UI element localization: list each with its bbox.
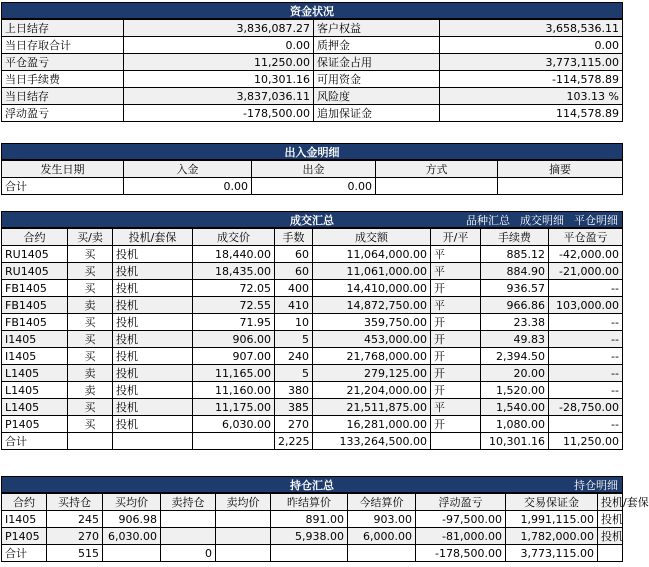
cash-flow-header-row (2, 161, 623, 178)
position-cell: 1,991,115.00 (506, 511, 598, 528)
trade-cell: FB1405 (2, 280, 68, 297)
total-cell (68, 433, 113, 450)
total-cell: 合计 (2, 178, 124, 195)
trade-cell: 49.83 (481, 331, 549, 348)
trade-row (2, 382, 623, 399)
position-link[interactable]: 持仓明细 (574, 479, 618, 492)
trade-cell: 2,394.50 (481, 348, 549, 365)
trade-cell: 11,165.00 (193, 365, 275, 382)
column-header: 开/平 (431, 229, 481, 246)
fund-label: 浮动盈亏 (2, 105, 124, 122)
position-row (2, 528, 623, 545)
position-total-row (2, 545, 623, 562)
trade-cell: 72.05 (193, 280, 275, 297)
position-cell: 903.00 (348, 511, 416, 528)
total-cell (271, 545, 348, 562)
trade-cell: 279,125.00 (313, 365, 431, 382)
trade-cell: -- (549, 331, 623, 348)
trade-row (2, 365, 623, 382)
trade-cell: -- (549, 365, 623, 382)
trade-row (2, 297, 623, 314)
trade-cell: 240 (275, 348, 313, 365)
trade-header-row (2, 229, 623, 246)
trade-cell: -- (549, 280, 623, 297)
fund-label: 客户权益 (314, 20, 440, 37)
trade-row (2, 263, 623, 280)
trade-cell: FB1405 (2, 314, 68, 331)
trade-cell: 20.00 (481, 365, 549, 382)
fund-row (2, 71, 623, 88)
trade-row (2, 280, 623, 297)
fund-label: 质押金 (314, 37, 440, 54)
position-cell: 6,000.00 (348, 528, 416, 545)
total-cell (376, 178, 498, 195)
trade-cell: 平 (431, 246, 481, 263)
position-cell: 6,030.00 (103, 528, 161, 545)
trade-cell: 买 (68, 246, 113, 263)
trade-cell: 平 (431, 399, 481, 416)
position-cell: -97,500.00 (416, 511, 506, 528)
fund-value: 0.00 (440, 37, 623, 54)
trade-summary-header (1, 211, 623, 228)
column-header: 卖持仓 (161, 494, 216, 511)
fund-label: 平仓盈亏 (2, 54, 124, 71)
trade-cell: 卖 (68, 365, 113, 382)
fund-label: 追加保证金 (314, 105, 440, 122)
position-cell: 投机 (598, 511, 623, 528)
trade-cell: 60 (275, 263, 313, 280)
fund-status-title: 资金状况 (1, 2, 623, 19)
trade-summary-table (1, 228, 623, 450)
total-cell (113, 433, 193, 450)
trade-link[interactable]: 品种汇总 (466, 214, 510, 227)
trade-cell: 卖 (68, 382, 113, 399)
trade-cell: 5 (275, 331, 313, 348)
trade-cell: 380 (275, 382, 313, 399)
trade-cell: 开 (431, 280, 481, 297)
trade-cell: 359,750.00 (313, 314, 431, 331)
trade-cell: -28,750.00 (549, 399, 623, 416)
trade-cell: RU1405 (2, 263, 68, 280)
trade-cell: 907.00 (193, 348, 275, 365)
fund-value: 10,301.16 (124, 71, 314, 88)
trade-total-row (2, 433, 623, 450)
trade-cell: 6,030.00 (193, 416, 275, 433)
trade-cell: 14,872,750.00 (313, 297, 431, 314)
position-header-row (2, 494, 623, 511)
trade-cell: 18,440.00 (193, 246, 275, 263)
trade-summary-links (456, 212, 618, 229)
total-cell: -178,500.00 (416, 545, 506, 562)
trade-row (2, 416, 623, 433)
total-cell: 11,250.00 (549, 433, 623, 450)
trade-cell: 投机 (113, 399, 193, 416)
trade-cell: 投机 (113, 331, 193, 348)
total-cell: 合计 (2, 433, 68, 450)
trade-cell: FB1405 (2, 297, 68, 314)
trade-cell: 买 (68, 331, 113, 348)
trade-cell: 开 (431, 314, 481, 331)
trade-row (2, 399, 623, 416)
total-cell (216, 545, 271, 562)
fund-value: -178,500.00 (124, 105, 314, 122)
column-header: 今结算价 (348, 494, 416, 511)
position-cell (161, 528, 216, 545)
trade-cell: 投机 (113, 416, 193, 433)
trade-cell: 103,000.00 (549, 297, 623, 314)
column-header: 合约 (2, 229, 68, 246)
cash-flow-panel (1, 143, 623, 195)
total-cell: 0 (161, 545, 216, 562)
fund-status-panel (1, 2, 623, 122)
trade-cell: 1,540.00 (481, 399, 549, 416)
trade-cell: L1405 (2, 399, 68, 416)
fund-value: 0.00 (124, 37, 314, 54)
column-header: 出金 (252, 161, 376, 178)
column-header: 昨结算价 (271, 494, 348, 511)
trade-cell: -- (549, 314, 623, 331)
trade-row (2, 314, 623, 331)
trade-row (2, 331, 623, 348)
column-header: 买持仓 (47, 494, 103, 511)
total-cell (431, 433, 481, 450)
column-header: 卖均价 (216, 494, 271, 511)
position-cell: I1405 (2, 511, 47, 528)
trade-cell: 投机 (113, 365, 193, 382)
total-cell: 10,301.16 (481, 433, 549, 450)
column-header: 手续费 (481, 229, 549, 246)
position-cell: P1405 (2, 528, 47, 545)
position-cell: 投机 (598, 528, 623, 545)
total-cell (103, 545, 161, 562)
trade-cell: 453,000.00 (313, 331, 431, 348)
trade-cell: 投机 (113, 314, 193, 331)
fund-value: 3,773,115.00 (440, 54, 623, 71)
column-header: 发生日期 (2, 161, 124, 178)
trade-cell: 936.57 (481, 280, 549, 297)
total-cell: 133,264,500.00 (313, 433, 431, 450)
position-summary-header (1, 476, 623, 493)
fund-label: 当日手续费 (2, 71, 124, 88)
total-cell: 515 (47, 545, 103, 562)
total-cell: 0.00 (252, 178, 376, 195)
fund-row (2, 37, 623, 54)
trade-cell: 385 (275, 399, 313, 416)
fund-label: 当日存取合计 (2, 37, 124, 54)
trade-cell: L1405 (2, 382, 68, 399)
position-summary-title: 持仓汇总 (290, 479, 334, 492)
trade-cell: 16,281,000.00 (313, 416, 431, 433)
fund-value: 103.13 % (440, 88, 623, 105)
column-header: 交易保证金 (506, 494, 598, 511)
trade-row (2, 246, 623, 263)
column-header: 手数 (275, 229, 313, 246)
trade-cell: 21,768,000.00 (313, 348, 431, 365)
fund-label: 风险度 (314, 88, 440, 105)
trade-cell: L1405 (2, 365, 68, 382)
column-header: 摘要 (498, 161, 623, 178)
trade-cell: 买 (68, 416, 113, 433)
fund-value: 3,836,087.27 (124, 20, 314, 37)
trade-cell: 1,080.00 (481, 416, 549, 433)
trade-cell: 23.38 (481, 314, 549, 331)
trade-cell: 1,520.00 (481, 382, 549, 399)
trade-cell: -- (549, 348, 623, 365)
trade-cell: P1405 (2, 416, 68, 433)
cash-flow-title: 出入金明细 (1, 143, 623, 160)
trade-cell: 11,064,000.00 (313, 246, 431, 263)
trade-cell: 906.00 (193, 331, 275, 348)
trade-cell: 开 (431, 331, 481, 348)
column-header: 浮动盈亏 (416, 494, 506, 511)
trade-summary-panel (1, 211, 623, 450)
trade-cell: -21,000.00 (549, 263, 623, 280)
position-cell: 906.98 (103, 511, 161, 528)
fund-label: 上日结存 (2, 20, 124, 37)
trade-cell: 410 (275, 297, 313, 314)
fund-value: 11,250.00 (124, 54, 314, 71)
trade-cell: 72.55 (193, 297, 275, 314)
position-cell (216, 511, 271, 528)
trade-cell: 投机 (113, 263, 193, 280)
trade-cell: 11,175.00 (193, 399, 275, 416)
trade-cell: 11,160.00 (193, 382, 275, 399)
position-summary-links (564, 477, 618, 494)
fund-label: 保证金占用 (314, 54, 440, 71)
column-header: 投机/套保 (598, 494, 623, 511)
trade-cell: 21,204,000.00 (313, 382, 431, 399)
fund-row (2, 88, 623, 105)
trade-cell: 21,511,875.00 (313, 399, 431, 416)
trade-row (2, 348, 623, 365)
trade-cell: 买 (68, 263, 113, 280)
cash-flow-total-row (2, 178, 623, 195)
trade-cell: RU1405 (2, 246, 68, 263)
total-cell (598, 545, 623, 562)
trade-cell: -- (549, 416, 623, 433)
position-cell: 1,782,000.00 (506, 528, 598, 545)
trade-cell: 开 (431, 382, 481, 399)
position-cell: -81,000.00 (416, 528, 506, 545)
fund-value: 3,837,036.11 (124, 88, 314, 105)
fund-value: 3,658,536.11 (440, 20, 623, 37)
fund-value: -114,578.89 (440, 71, 623, 88)
trade-cell: 5 (275, 365, 313, 382)
column-header: 成交额 (313, 229, 431, 246)
trade-cell: 18,435.00 (193, 263, 275, 280)
trade-cell: 11,061,000.00 (313, 263, 431, 280)
position-cell: 891.00 (271, 511, 348, 528)
trade-cell: 开 (431, 348, 481, 365)
fund-status-table (1, 19, 623, 122)
fund-row (2, 54, 623, 71)
total-cell: 合计 (2, 545, 47, 562)
total-cell (498, 178, 623, 195)
trade-cell: 400 (275, 280, 313, 297)
fund-label: 当日结存 (2, 88, 124, 105)
fund-row (2, 20, 623, 37)
trade-cell: 开 (431, 416, 481, 433)
column-header: 方式 (376, 161, 498, 178)
trade-cell: 966.86 (481, 297, 549, 314)
total-cell: 2,225 (275, 433, 313, 450)
trade-cell: 投机 (113, 246, 193, 263)
trade-cell: 买 (68, 280, 113, 297)
trade-cell: 投机 (113, 348, 193, 365)
trade-summary-title: 成交汇总 (290, 214, 334, 227)
trade-cell: 投机 (113, 382, 193, 399)
trade-cell: 270 (275, 416, 313, 433)
trade-cell: 885.12 (481, 246, 549, 263)
trade-cell: -- (549, 382, 623, 399)
trade-cell: 60 (275, 246, 313, 263)
trade-cell: 买 (68, 314, 113, 331)
total-cell (348, 545, 416, 562)
trade-cell: 投机 (113, 297, 193, 314)
cash-flow-table (1, 160, 623, 195)
column-header: 成交价 (193, 229, 275, 246)
trade-cell: 14,410,000.00 (313, 280, 431, 297)
fund-row (2, 105, 623, 122)
position-row (2, 511, 623, 528)
trade-cell: 平 (431, 263, 481, 280)
trade-cell: I1405 (2, 348, 68, 365)
total-cell: 3,773,115.00 (506, 545, 598, 562)
position-cell: 5,938.00 (271, 528, 348, 545)
total-cell (193, 433, 275, 450)
position-cell (161, 511, 216, 528)
column-header: 买均价 (103, 494, 161, 511)
position-cell (216, 528, 271, 545)
trade-cell: 卖 (68, 297, 113, 314)
trade-cell: 10 (275, 314, 313, 331)
trade-cell: -42,000.00 (549, 246, 623, 263)
total-cell: 0.00 (124, 178, 252, 195)
trade-link[interactable]: 成交明细 (520, 214, 564, 227)
trade-cell: 884.90 (481, 263, 549, 280)
column-header: 入金 (124, 161, 252, 178)
trade-cell: 买 (68, 348, 113, 365)
trade-cell: 开 (431, 365, 481, 382)
trade-cell: 71.95 (193, 314, 275, 331)
trade-cell: 投机 (113, 280, 193, 297)
position-cell: 270 (47, 528, 103, 545)
trade-cell: 买 (68, 399, 113, 416)
column-header: 合约 (2, 494, 47, 511)
position-cell: 245 (47, 511, 103, 528)
trade-link[interactable]: 平仓明细 (574, 214, 618, 227)
column-header: 投机/套保 (113, 229, 193, 246)
fund-label: 可用资金 (314, 71, 440, 88)
trade-cell: I1405 (2, 331, 68, 348)
trade-cell: 平 (431, 297, 481, 314)
fund-value: 114,578.89 (440, 105, 623, 122)
position-summary-table (1, 493, 649, 562)
position-summary-panel (1, 476, 649, 562)
column-header: 平仓盈亏 (549, 229, 623, 246)
column-header: 买/卖 (68, 229, 113, 246)
